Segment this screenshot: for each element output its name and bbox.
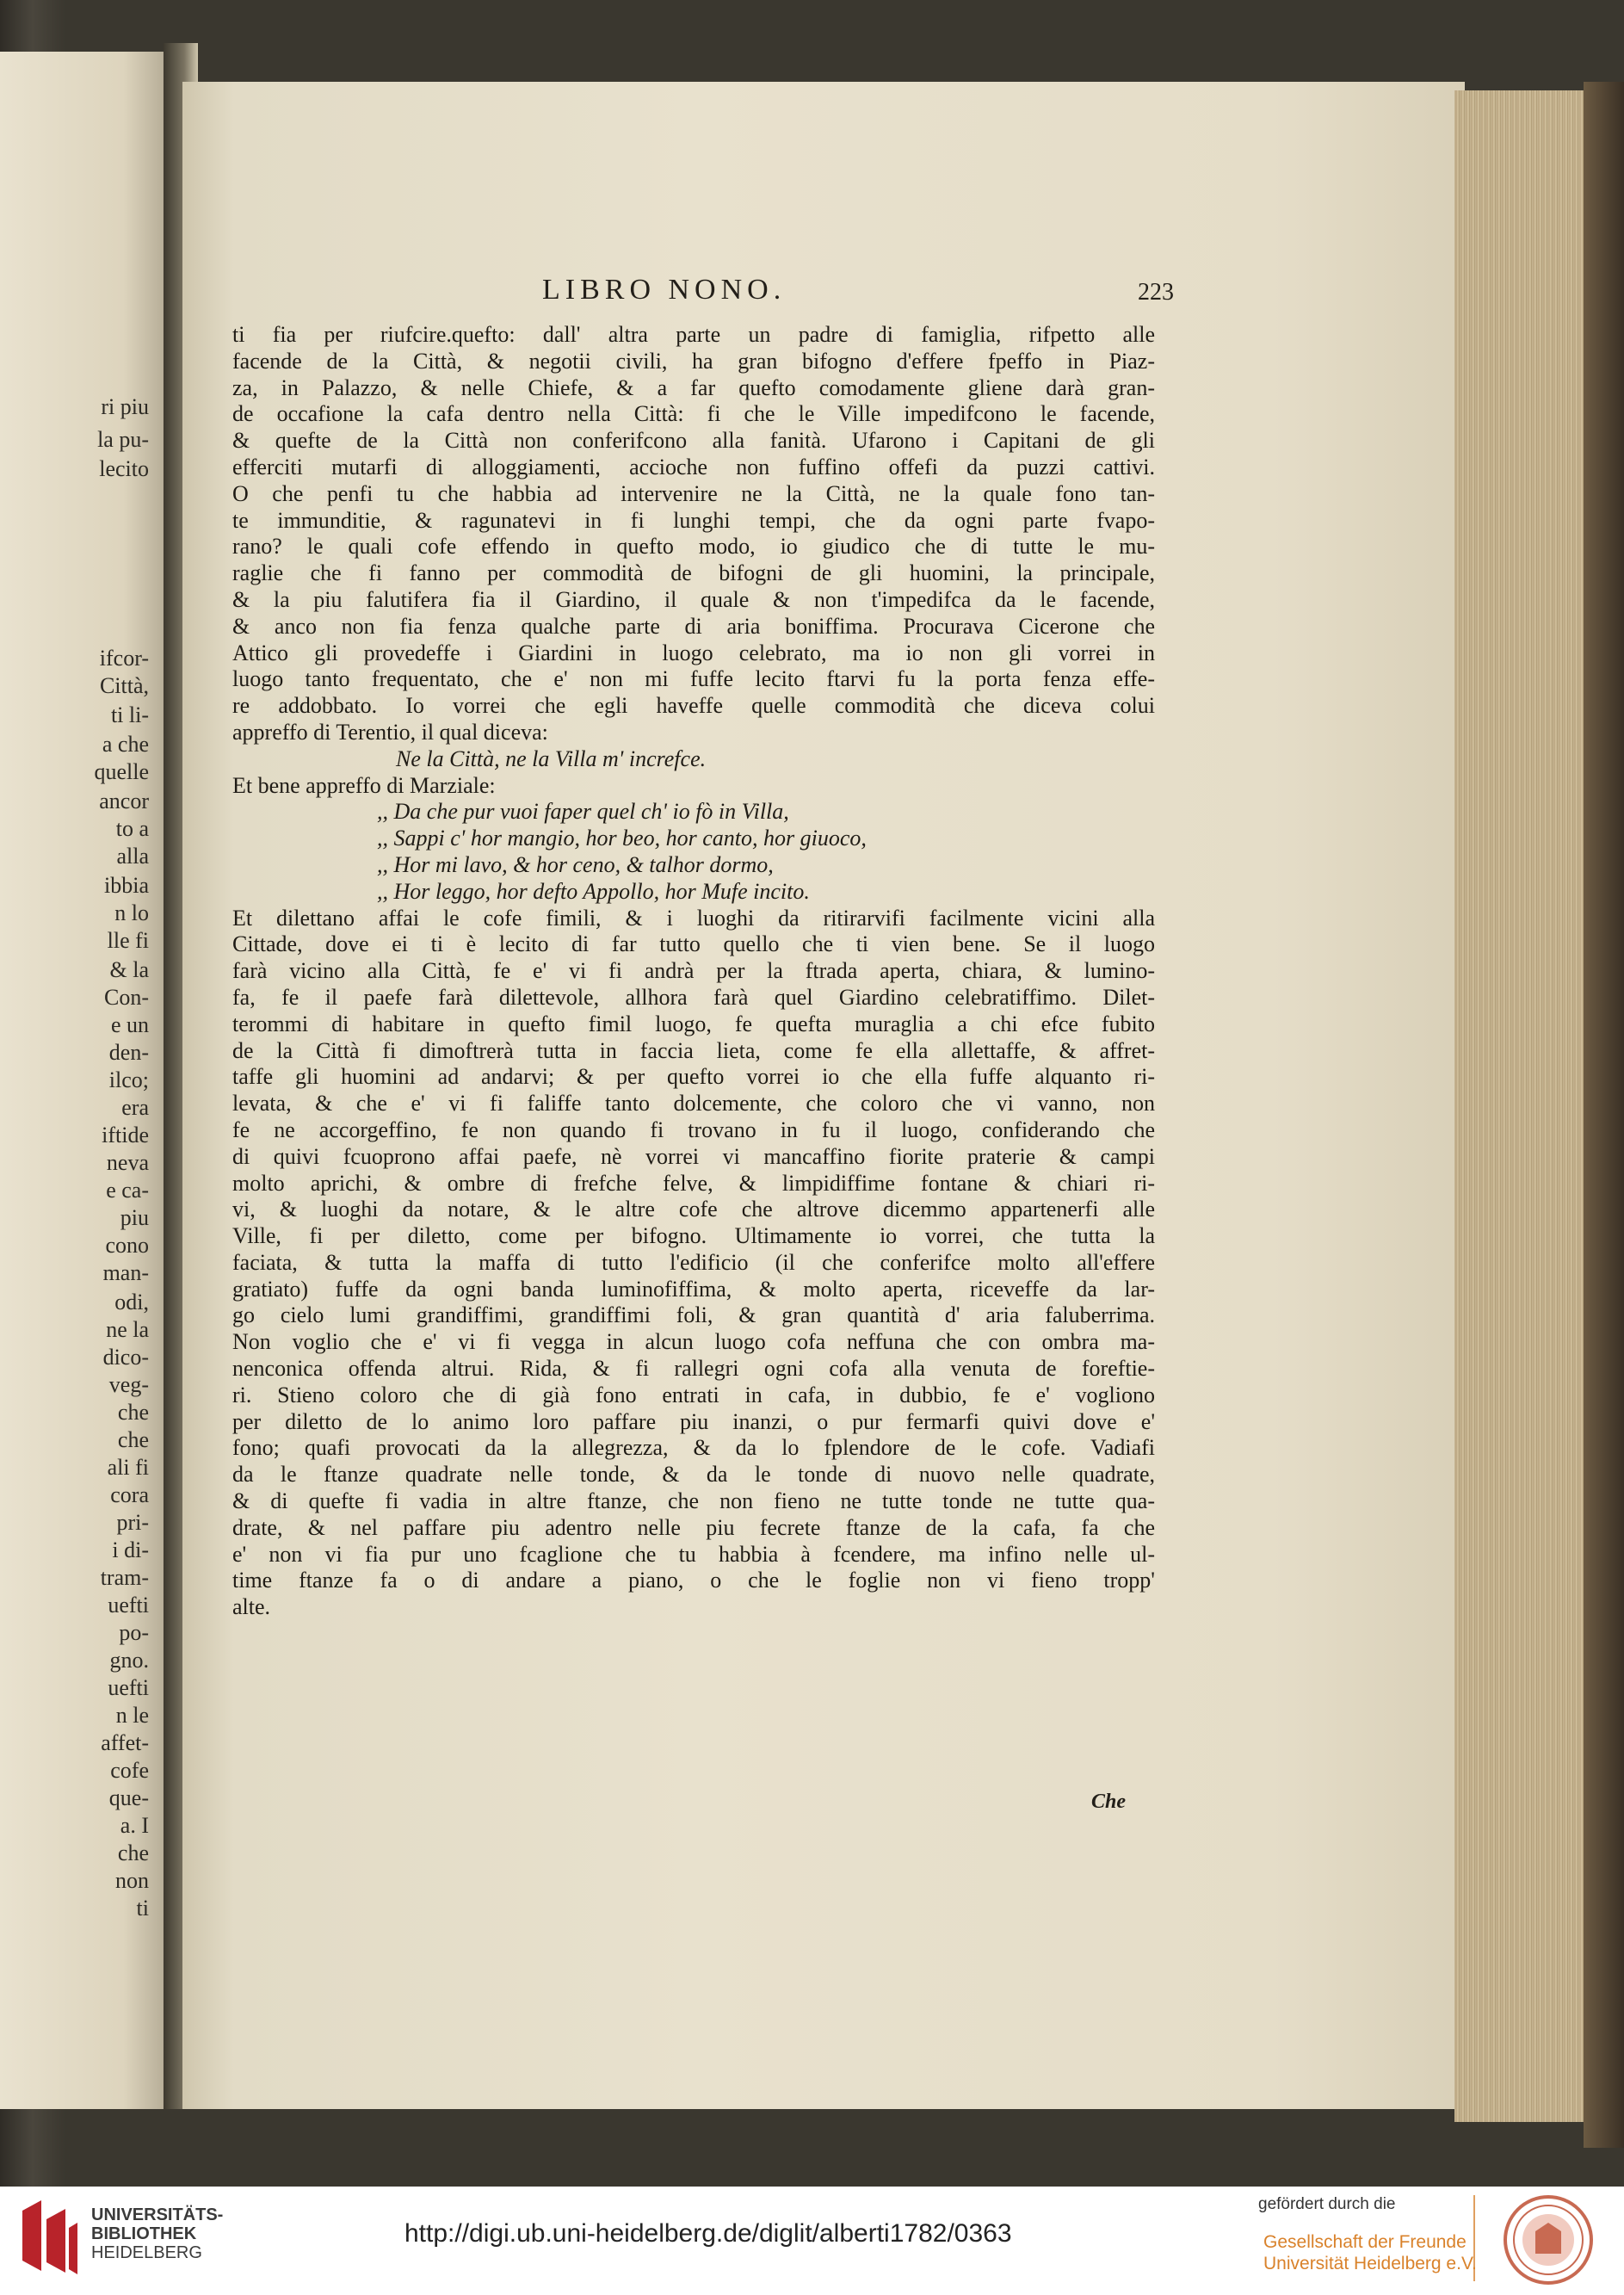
text-line: ,, Sappi c' hor mangio, hor beo, hor canto, hor giuoco, xyxy=(377,826,867,851)
text-line: go cielo lumi grandiffimi, grandiffimi foli, & gran quantità d' aria faluberrima. xyxy=(232,1302,1155,1328)
left-margin-fragment: Città, xyxy=(99,673,149,698)
text-line: drate, & nel paffare piu adentro nelle piu fecrete ftanze de la cafa, fa che xyxy=(232,1514,1155,1540)
left-margin-fragment: po- xyxy=(119,1620,149,1645)
text-line: de occafione la cafa dentro nella Città: fi che le Ville impedifcono le facende, xyxy=(232,401,1155,427)
text-line: per diletto de lo animo loro paffare piu inanzi, o pur fermarfi quivi dove e' xyxy=(232,1408,1155,1434)
library-name-line: BIBLIOTHEK xyxy=(91,2224,197,2243)
left-margin-fragment: uefti xyxy=(108,1593,149,1618)
text-line: re addobbato. Io vorrei che egli haveffe quelle commodità che diceva colui xyxy=(232,693,1155,719)
left-margin-fragment: tram- xyxy=(100,1565,149,1590)
text-line: ,, Hor leggo, hor defto Appollo, hor Mufe incito. xyxy=(377,878,810,904)
text-line: & di quefte fi vadia in altre ftanze, che non fieno ne tutte tonde ne tutte qua- xyxy=(232,1488,1155,1514)
left-margin-fragment: cono xyxy=(105,1233,149,1258)
page-header xyxy=(232,274,1174,317)
left-margin-fragment: cofe xyxy=(110,1758,149,1783)
text-line: luogo tanto frequentato, che e' non mi fuffe lecito ftarvi fu la porta fenza effe- xyxy=(232,666,1155,692)
left-margin-fragment: ibbia xyxy=(104,873,149,898)
left-margin-fragment: che xyxy=(117,1840,149,1865)
left-margin-fragment: ti xyxy=(136,1896,149,1921)
text-line: di quivi fcuoprono affai paefe, nè vorrei vi mancaffino fiorite praterie & campi xyxy=(232,1143,1155,1169)
text-line: Cittade, dove ei ti è lecito di far tutto quello che ti vien bene. Se il luogo xyxy=(232,931,1155,957)
left-margin-fragment: che xyxy=(117,1427,149,1452)
text-line: farà vicino alla Città, fe e' vi fi andrà per la ftrada aperta, chiara, & lumino- xyxy=(232,958,1155,984)
left-margin-fragment: odi, xyxy=(114,1290,149,1315)
text-line: ti fia per riufcire.quefto: dall' altra parte un padre di famiglia, rifpetto alle xyxy=(232,322,1155,347)
left-margin-fragment: & la xyxy=(109,957,149,982)
left-margin-fragment: iftide xyxy=(102,1123,149,1148)
running-title: LIBRO NONO. xyxy=(542,274,787,306)
left-margin-fragment: che xyxy=(117,1400,149,1425)
left-margin-fragment: dico- xyxy=(102,1345,149,1370)
main-text xyxy=(232,322,1155,1621)
text-line: nenconica offenda altrui. Rida, & fi rallegri ogni cofa alla venuta de foreftie- xyxy=(232,1356,1155,1382)
text-line: Ville, fi per diletto, come per bifogno. Ultimamente io vorrei, che tutta la xyxy=(232,1223,1155,1249)
society-name[interactable] xyxy=(1263,2231,1477,2274)
text-line: rano? le quali cofe effendo in quefto modo, io giudico che di tutte le mu- xyxy=(232,534,1155,560)
page-edges xyxy=(1454,90,1592,2122)
left-margin-fragment: affet- xyxy=(101,1730,149,1755)
funded-by-label: gefördert durch die xyxy=(1258,2195,1396,2213)
left-margin-fragment: ri piu xyxy=(101,394,149,419)
left-margin-fragment: ilco; xyxy=(108,1067,149,1092)
left-margin-fragment: lecito xyxy=(99,456,149,481)
text-line: ,, Da che pur vuoi faper quel ch' io fò in Villa, xyxy=(377,799,789,825)
text-line: levata, & che e' vi fi faliffe tanto dolcemente, che coloro che vi vanno, non xyxy=(232,1091,1155,1117)
left-margin-fragment: cora xyxy=(110,1482,149,1507)
text-line: za, in Palazzo, & nelle Chiefe, & a far quefto comodamente gliene darà gran- xyxy=(232,374,1155,400)
left-margin-fragment: alla xyxy=(116,844,149,869)
text-line: de la Città fi dimoftrerà tutta in faccia lieta, come fe ella allettaffe, & affret- xyxy=(232,1037,1155,1063)
text-line: facende de la Città, & negotii civili, ha gran bifogno d'effere fpeffo in Piaz- xyxy=(232,348,1155,374)
left-margin-fragment: a che xyxy=(102,732,149,757)
left-margin-fragment: lle fi xyxy=(107,928,149,953)
left-margin-fragment: era xyxy=(121,1095,149,1120)
left-margin-fragment: i di- xyxy=(112,1537,149,1562)
left-margin-fragment: to a xyxy=(115,816,149,841)
left-margin-fragment: la pu- xyxy=(97,427,149,452)
text-line: & anco non fia fenza qualche parte di aria boniffima. Procurava Cicerone che xyxy=(232,613,1155,639)
text-line: vi, & luoghi da notare, & le altre cofe che altrove dicemmo appartenerfi alle xyxy=(232,1197,1155,1222)
left-margin-fragment: ali fi xyxy=(107,1455,149,1480)
left-margin-fragment: ancor xyxy=(99,789,149,813)
text-line: Ne la Città, ne la Villa m' increfce. xyxy=(396,745,707,771)
text-line: gratiato) fuffe da ogni banda luminofiffima, & molto aperta, riceveffe da lar- xyxy=(232,1276,1155,1302)
society-name-line: Gesellschaft der Freunde xyxy=(1263,2232,1467,2252)
left-margin-fragment: n le xyxy=(115,1703,149,1728)
text-line: taffe gli huomini ad andarvi; & per quefto vorrei io che ella fuffe alquanto ri- xyxy=(232,1064,1155,1090)
text-line: te immunditie, & ragunatevi in fi lunghi tempi, che da ogni parte fvapo- xyxy=(232,507,1155,533)
text-line: ri. Stieno coloro che di già fono entrati in cafa, in dubbio, fe e' vogliono xyxy=(232,1382,1155,1407)
university-library-logo-icon[interactable] xyxy=(15,2193,80,2280)
left-margin-fragment: Con- xyxy=(104,985,149,1010)
left-margin-fragment: veg- xyxy=(108,1372,149,1397)
page-number: 223 xyxy=(1138,279,1174,306)
left-margin-fragment: piu xyxy=(120,1205,149,1230)
left-margin-fragment: den- xyxy=(108,1040,149,1065)
text-line: efferciti mutarfi di alloggiamenti, accioche non fuffino offefi da puzzi cattivi. xyxy=(232,454,1155,479)
left-page-text-fragments xyxy=(0,52,176,2109)
text-line: O che penfi tu che habbia ad intervenire ne la Città, ne la quale fono tan- xyxy=(232,480,1155,506)
left-margin-fragment: neva xyxy=(106,1150,149,1175)
text-line: Non voglio che e' vi fi vegga in alcun luogo cofa neffuna che con ombra ma- xyxy=(232,1329,1155,1355)
text-line: faciata, & tutta la maffa di tutto l'edificio (il che conferifce molto all'effere xyxy=(232,1249,1155,1275)
left-margin-fragment: e un xyxy=(110,1012,149,1037)
left-margin-fragment: ne la xyxy=(106,1317,149,1342)
catchword: Che xyxy=(1091,1791,1127,1813)
text-line: terommi di habitare in quefto fimil luogo, fe quefta muraglia a chi efce fubito xyxy=(232,1011,1155,1036)
left-margin-fragment: gno. xyxy=(109,1648,149,1673)
permalink-url[interactable]: http://digi.ub.uni-heidelberg.de/diglit/alberti1782/0363 xyxy=(404,2219,1012,2248)
text-line: & quefte de la Città non conferifcono alla fanità. Ufarono i Capitani de gli xyxy=(232,428,1155,454)
left-margin-fragment: ti li- xyxy=(110,702,149,727)
left-margin-fragment: que- xyxy=(108,1785,149,1810)
text-line: fa, fe il paefe farà dilettevole, allhora farà quel Giardino celebratiffimo. Dilet- xyxy=(232,984,1155,1010)
text-line: appreffo di Terentio, il qual diceva: xyxy=(232,719,548,745)
text-line: & la piu falutifera fia il Giardino, il quale & non t'impedifca da le facende, xyxy=(232,586,1155,612)
text-line: alte. xyxy=(232,1594,271,1620)
text-line: fe ne accorgeffino, fe non quando fi trovano in fu il luogo, confiderando che xyxy=(232,1117,1155,1142)
society-seal-icon xyxy=(1497,2193,1599,2286)
text-line: Et bene appreffo di Marziale: xyxy=(232,772,496,798)
text-line: Attico gli provedeffe i Giardini in luogo celebrato, ma io non gli vorrei in xyxy=(232,640,1155,665)
text-line: da le ftanze quadrate nelle tonde, & da le tonde di nuovo nelle quadrate, xyxy=(232,1462,1155,1488)
left-margin-fragment: e ca- xyxy=(106,1178,149,1203)
left-page-edge xyxy=(0,52,176,2109)
left-margin-fragment: uefti xyxy=(108,1675,149,1700)
text-line: e' non vi fia pur uno fcaglione che tu habbia à fcendere, ma infino nelle ul- xyxy=(232,1541,1155,1567)
left-margin-fragment: non xyxy=(115,1868,149,1893)
text-line: molto aprichi, & ombre di frefche felve, & limpidiffime fontane & chiari ri- xyxy=(232,1170,1155,1196)
left-margin-fragment: a. I xyxy=(120,1813,149,1838)
society-name-line: Universität Heidelberg e.V. xyxy=(1263,2254,1477,2273)
library-name-line: HEIDELBERG xyxy=(91,2243,202,2262)
text-line: time ftanze fa o di andare a piano, o che le foglie non vi fieno tropp' xyxy=(232,1568,1155,1593)
left-margin-fragment: pri- xyxy=(116,1510,149,1535)
left-margin-fragment: ifcor- xyxy=(99,646,149,671)
left-margin-fragment: n lo xyxy=(114,900,149,925)
book-cover-edge xyxy=(1584,82,1624,2148)
text-line: ,, Hor mi lavo, & hor ceno, & talhor dormo, xyxy=(377,851,774,877)
left-margin-fragment: quelle xyxy=(94,759,149,784)
text-line: Et dilettano affai le cofe fimili, & i luoghi da ritirarvifi facilmente vicini alla xyxy=(232,905,1155,931)
text-line: raglie che fi fanno per commodità de bifogni de gli huomini, la principale, xyxy=(232,560,1155,586)
text-line: fono; quafi provocati da la allegrezza, & da lo fplendore de le cofe. Vadiafi xyxy=(232,1435,1155,1461)
library-name-line: UNIVERSITÄTS- xyxy=(91,2205,224,2224)
left-margin-fragment: man- xyxy=(102,1260,149,1285)
university-library-name xyxy=(91,2205,223,2262)
